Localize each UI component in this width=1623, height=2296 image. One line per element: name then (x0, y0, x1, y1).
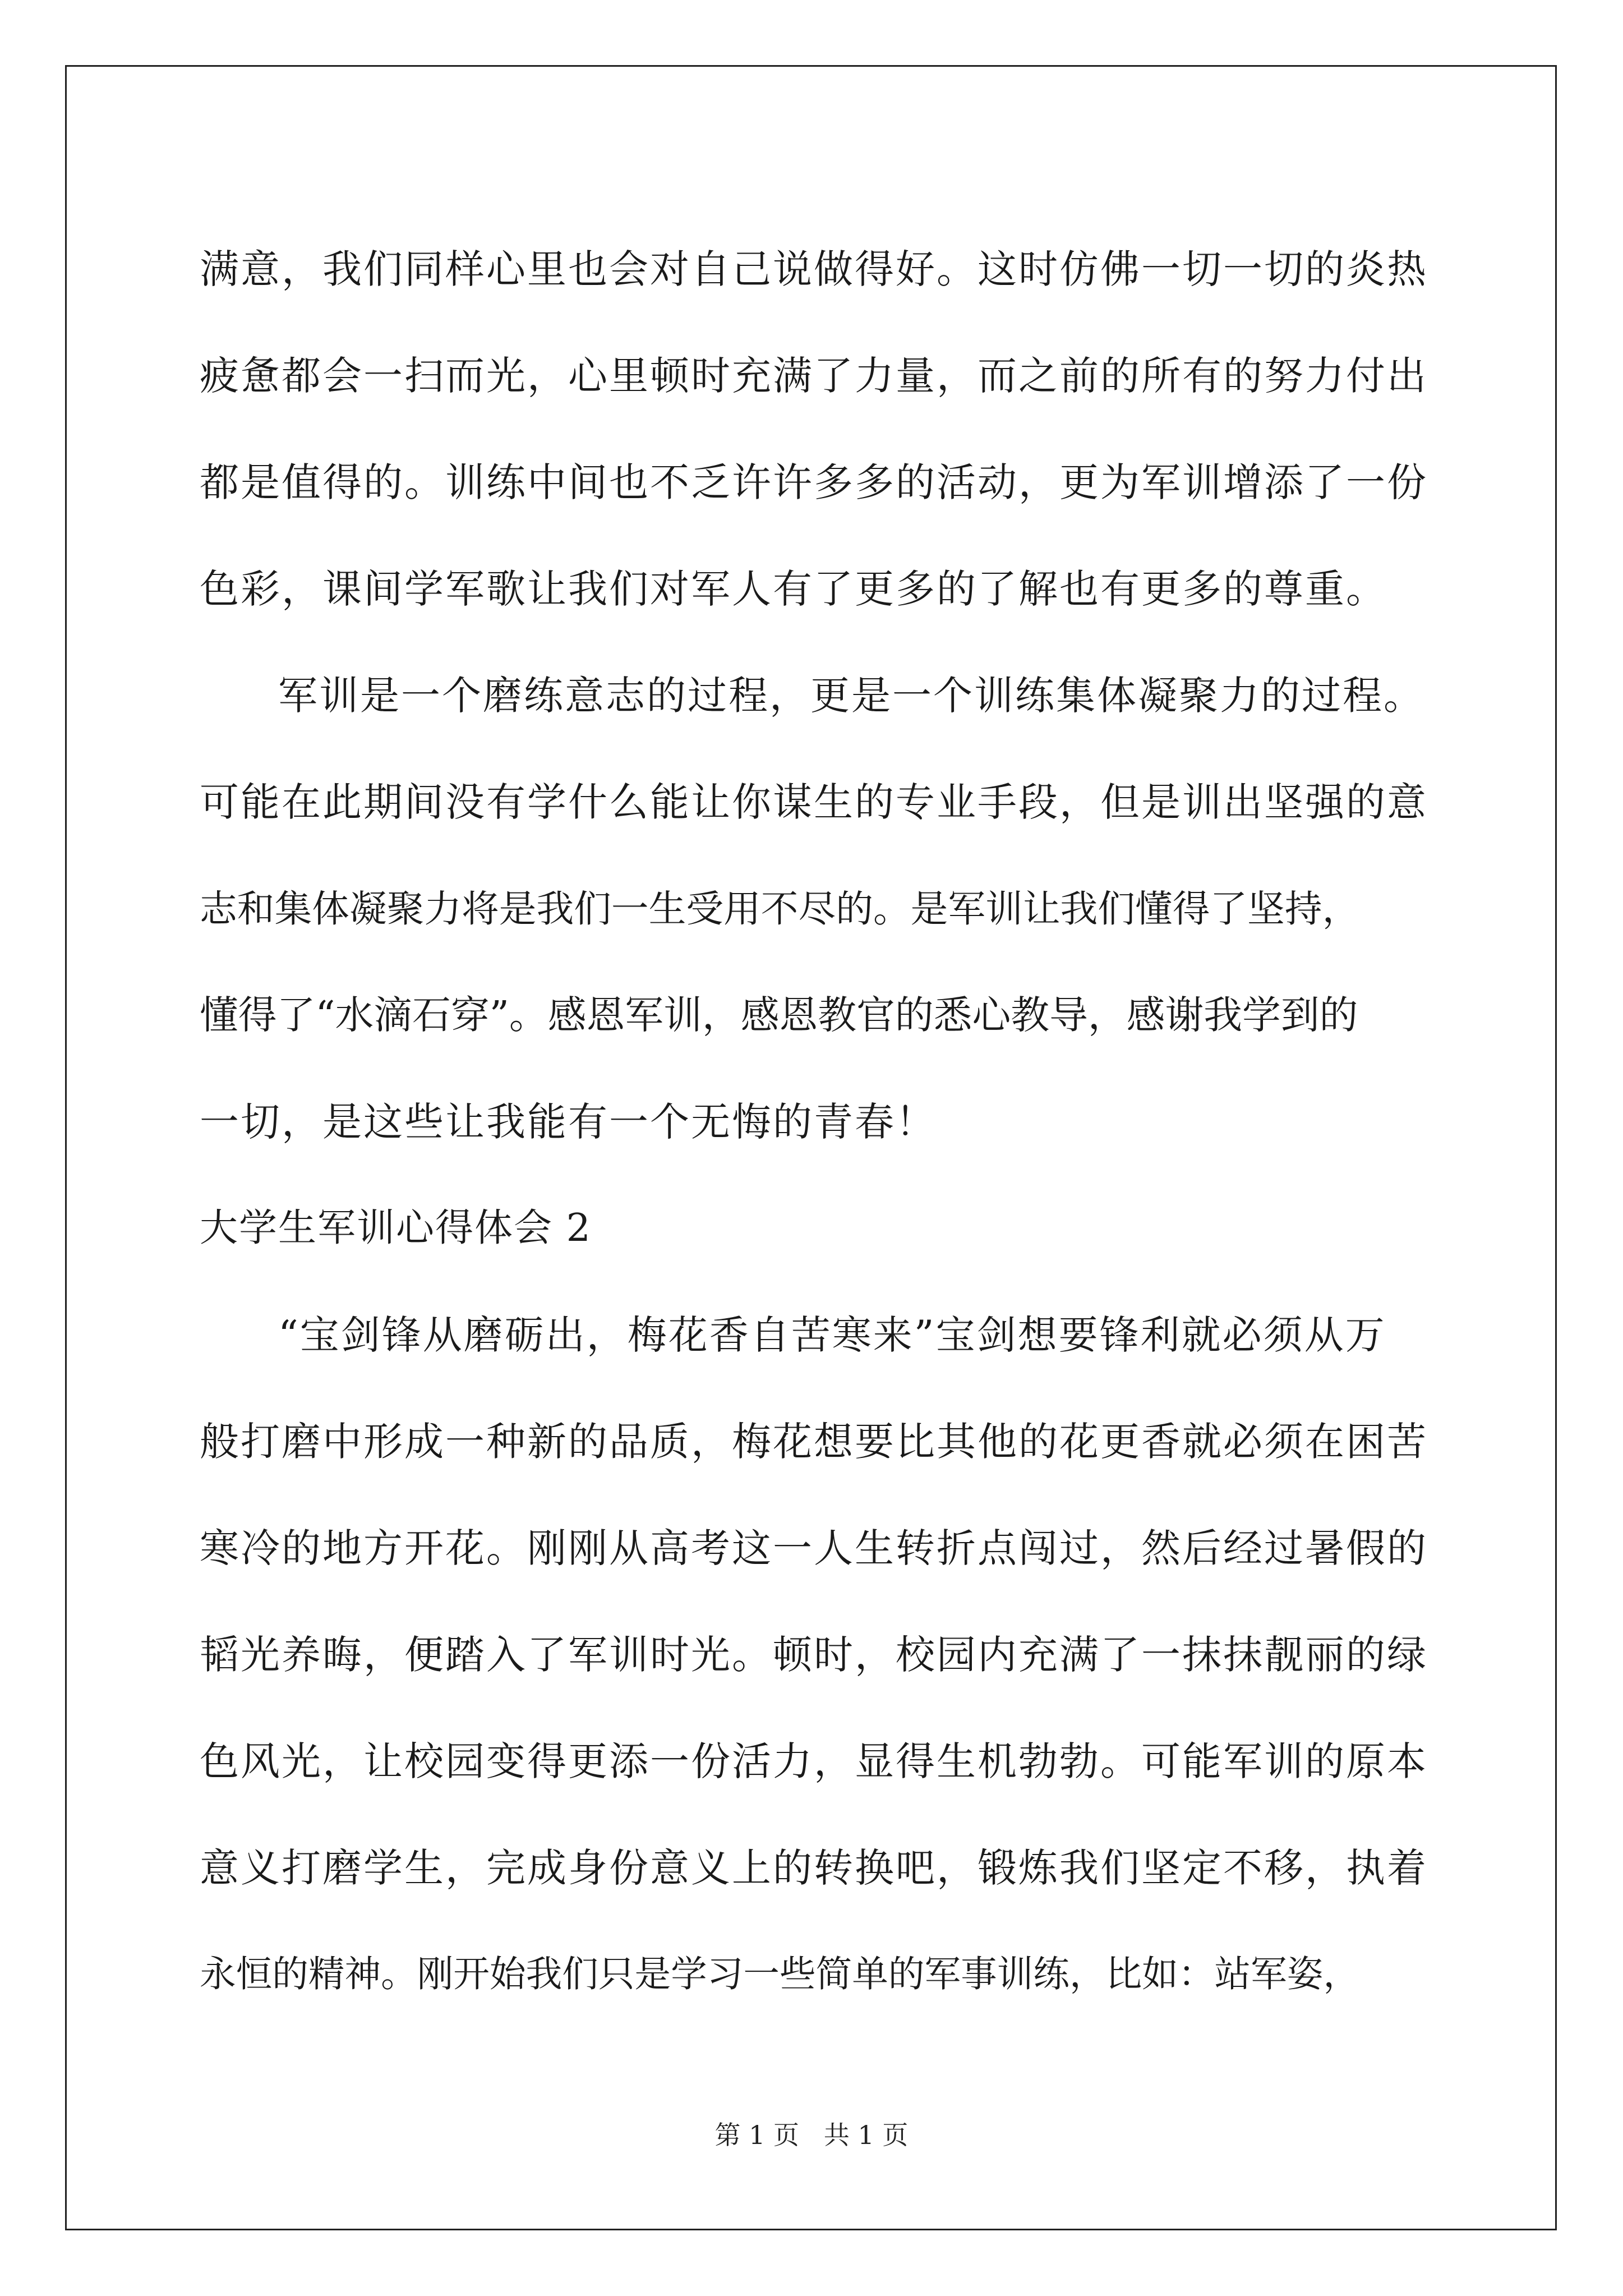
text-line: 般打磨中形成一种新的品质，梅花想要比其他的花更香就必须在困苦 (200, 1419, 1428, 1465)
document-body (200, 216, 1428, 2028)
text-line: 永恒的精神。刚开始我们只是学习一些简单的军事训练，比如：站军姿， (200, 1953, 1360, 1995)
text-line: 懂得了“水滴石穿”。感恩军训，感恩教官的悉心教导，感谢我学到的 (200, 993, 1358, 1038)
text-line: 色风光，让校园变得更添一份活力，显得生机勃勃。可能军训的原本 (200, 1738, 1428, 1784)
text-line: 军训是一个磨练意志的过程，更是一个训练集体凝聚力的过程。 (278, 673, 1424, 719)
text-line: 意义打磨学生，完成身份意义上的转换吧，锻炼我们坚定不移，执着 (200, 1845, 1428, 1891)
text-line: 寒冷的地方开花。刚刚从高考这一人生转折点闯过，然后经过暑假的 (200, 1525, 1428, 1571)
text-line: “宝剑锋从磨砺出，梅花香自苦寒来”宝剑想要锋利就必须从万 (278, 1312, 1386, 1358)
page-footer: 第 1 页 共 1 页 (714, 2120, 909, 2150)
text-line: 疲惫都会一扫而光，心里顿时充满了力量，而之前的所有的努力付出 (200, 353, 1428, 399)
text-line: 韬光养晦，便踏入了军训时光。顿时，校园内充满了一抹抹靓丽的绿 (200, 1632, 1428, 1678)
paragraph-group-1 (200, 216, 1428, 1175)
text-line: 色彩，课间学军歌让我们对军人有了更多的了解也有更多的尊重。 (200, 566, 1387, 612)
text-line: 志和集体凝聚力将是我们一生受用不尽的。是军训让我们懂得了坚持， (200, 887, 1360, 931)
paragraph-group-2 (200, 1282, 1428, 2028)
text-line: 满意，我们同样心里也会对自己说做得好。这时仿佛一切一切的炎热 (200, 246, 1428, 292)
text-line: 都是值得的。训练中间也不乏许许多多的活动，更为军训增添了一份 (200, 459, 1428, 505)
text-line: 可能在此期间没有学什么能让你谋生的专业手段，但是训出坚强的意 (200, 779, 1428, 825)
section-heading: 大学生军训心得体会 2 (200, 1206, 592, 1250)
text-line: 一切，是这些让我能有一个无悔的青春！ (200, 1099, 937, 1145)
